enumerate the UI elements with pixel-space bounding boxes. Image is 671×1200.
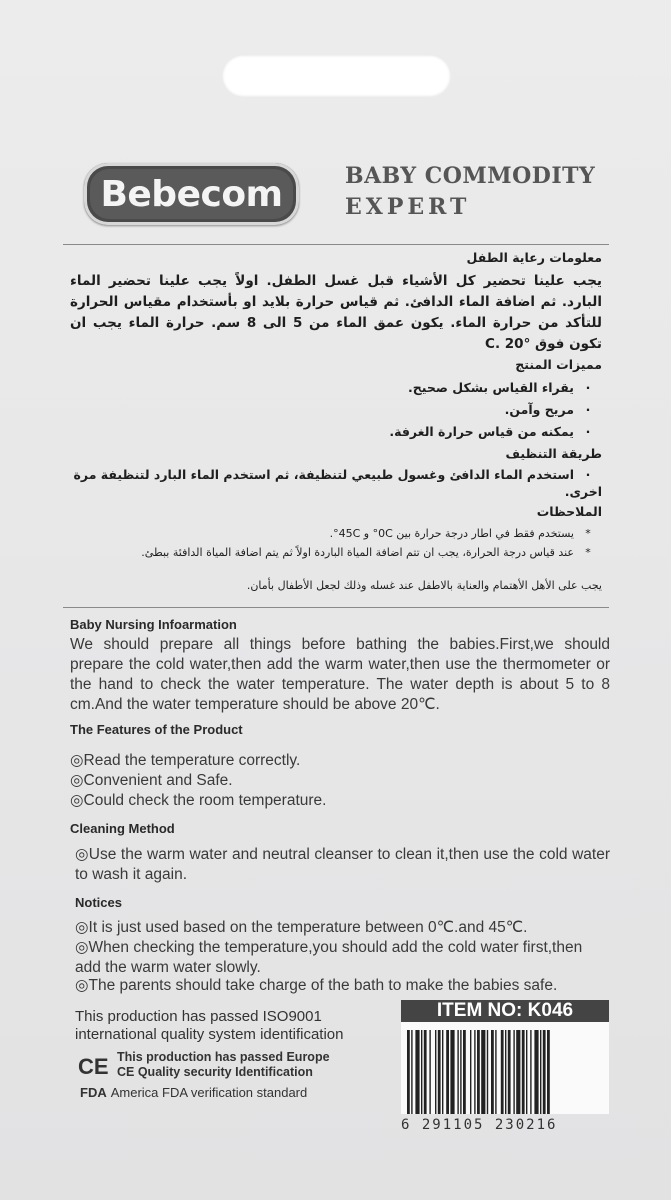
english-feature-item: ◎Convenient and Safe. — [70, 772, 233, 789]
barcode-bar — [505, 1030, 506, 1114]
item-number-label: ITEM NO: K046 — [401, 1000, 609, 1022]
barcode-bar — [442, 1030, 443, 1114]
barcode-bar — [474, 1030, 475, 1114]
english-feature-item: ◎Could check the room temperature. — [70, 792, 327, 809]
barcode-bar — [530, 1030, 531, 1114]
brand-logo-text: Bebecom — [100, 173, 283, 215]
english-note-item: ◎The parents should take charge of the bath to make the babies safe. — [75, 977, 558, 994]
english-note-item: ◎It is just used based on the temperature between 0℃.and 45℃. — [75, 919, 528, 936]
arabic-feature-item: ·مريح وآمن. — [504, 402, 591, 417]
ce-line-2: CE Quality security Identification — [117, 1065, 313, 1079]
english-feature-item: ◎Read the temperature correctly. — [70, 752, 301, 769]
barcode-bar — [450, 1030, 454, 1114]
brand-tagline-line1: BABY COMMODITY — [345, 163, 596, 189]
barcode-bar — [491, 1030, 494, 1114]
fda-mark-icon: FDA — [80, 1085, 107, 1100]
barcode-bar — [534, 1030, 538, 1114]
barcode-bar — [526, 1030, 527, 1114]
english-notes-title: Notices — [75, 895, 122, 910]
divider-top — [63, 244, 609, 245]
barcode-bar — [540, 1030, 541, 1114]
barcode-bar — [438, 1030, 441, 1114]
fda-line — [80, 1085, 307, 1100]
arabic-note-item: *عند قياس درجة الحرارة، يجب ان تتم اضافة المياة الباردة اولاً ثم يتم اضافة المياة الدافئة ببطئ. — [141, 546, 591, 559]
arabic-notes-title: الملاحظات — [536, 504, 602, 519]
barcode-bar — [477, 1030, 480, 1114]
arabic-feature-item: ·يقراء القياس بشكل صحيح. — [407, 380, 591, 395]
english-cleaning-text: ◎Use the warm water and neutral cleanser to clean it,then use the cold water to wash it again. — [75, 846, 610, 883]
barcode-bar — [415, 1030, 419, 1114]
barcode-bar — [487, 1030, 488, 1114]
english-paragraph: We should prepare all things before bathing the babies.First,we should prepare the cold water,then add the warm water,then use the thermometer or the hand to check the water temperature. The water depth is about 5 to 8 cm.And the water temperature should be above 20℃. — [70, 636, 610, 713]
barcode — [401, 1022, 609, 1114]
barcode-bar — [470, 1030, 471, 1114]
arabic-features-title: مميزات المنتج — [515, 357, 602, 372]
arabic-feature-item: ·يمكنه من قياس حرارة الغرفة. — [389, 424, 591, 439]
barcode-bar — [495, 1030, 496, 1114]
arabic-title: معلومات رعاية الطفل — [466, 250, 602, 265]
brand-logo — [84, 163, 299, 225]
barcode-bar — [543, 1030, 546, 1114]
barcode-bar — [508, 1030, 511, 1114]
arabic-cleaning-title: طريقة التنظيف — [505, 446, 602, 461]
barcode-bar — [516, 1030, 520, 1114]
english-note-item: ◎When checking the temperature,you should add the cold water first,then add the warm water slowly. — [75, 939, 583, 976]
barcode-number: 6 291105 230216 — [401, 1117, 558, 1133]
barcode-bar — [463, 1030, 466, 1114]
ce-mark-icon: CE — [78, 1054, 109, 1079]
arabic-cleaning-text: ·استخدم الماء الدافئ وغسول طبيعي لتنظيفة، ثم استخدم الماء البارد لتنظيفة مرة اخرى. — [73, 467, 602, 499]
barcode-bar — [429, 1030, 430, 1114]
barcode-bar — [457, 1030, 458, 1114]
iso-line-1: This production has passed ISO9001 — [75, 1008, 322, 1025]
english-title: Baby Nursing Infoarmation — [70, 617, 237, 632]
barcode-bars-icon — [403, 1030, 607, 1114]
brand-tagline-line2: EXPERT — [345, 194, 471, 220]
arabic-note-item: *يستخدم فقط في اطار درجة حرارة بين 0C° و 45C°. — [329, 527, 591, 540]
english-features-title: The Features of the Product — [70, 722, 243, 737]
barcode-bar — [513, 1030, 514, 1114]
barcode-bar — [522, 1030, 525, 1114]
ce-line-1: This production has passed Europe — [117, 1050, 330, 1064]
iso-line-2: international quality system identification — [75, 1026, 344, 1043]
barcode-bar — [424, 1030, 427, 1114]
barcode-bar — [481, 1030, 485, 1114]
arabic-note-item: يجب على الأهل الأهتمام والعناية بالاطفل عند غسله وذلك لجعل الأطفال بأمان. — [246, 579, 602, 592]
fda-text: America FDA verification standard — [110, 1085, 308, 1100]
barcode-bar — [435, 1030, 436, 1114]
barcode-bar — [460, 1030, 461, 1114]
barcode-bar — [547, 1030, 550, 1114]
barcode-bar — [407, 1030, 410, 1114]
barcode-bar — [421, 1030, 422, 1114]
hang-hole — [222, 55, 451, 97]
barcode-bar — [411, 1030, 412, 1114]
divider-middle — [63, 607, 609, 608]
english-cleaning-title: Cleaning Method — [70, 821, 175, 836]
barcode-bar — [446, 1030, 449, 1114]
arabic-paragraph: يجب علينا تحضير كل الأشياء قبل غسل الطفل. اولاً يجب علينا تحضير الماء البارد. ثم اضافة الماء الدافئ. ثم قياس حرارة بلايد او بأستخدام مقياس الحرارة للتأكد من حرارة الماء. يكون عمق الماء من 5 الى 8 سم. حرارة الماء يجب ان تكون فوق °C. 20 — [70, 273, 602, 352]
barcode-bar — [501, 1030, 504, 1114]
